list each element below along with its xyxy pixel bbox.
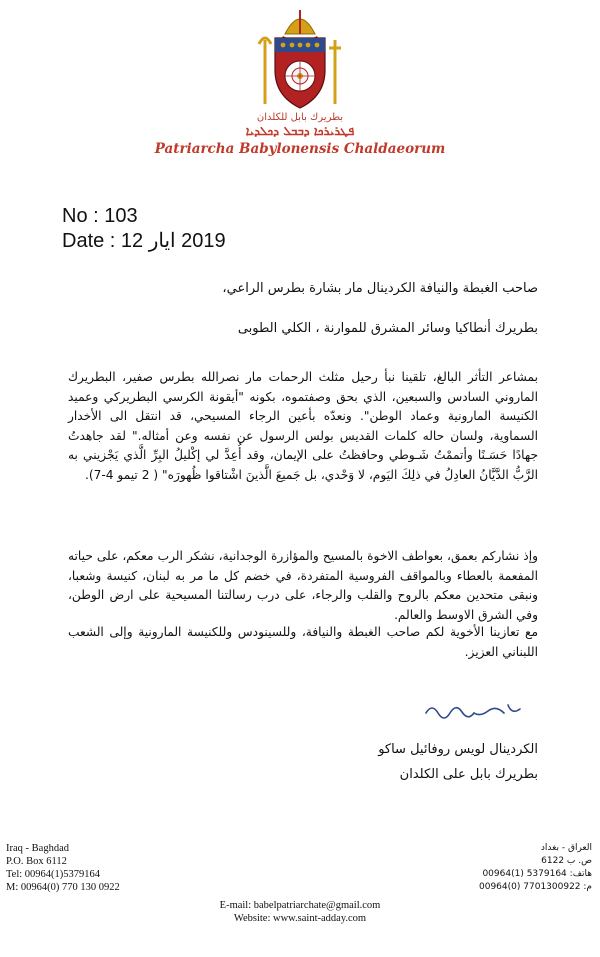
reference-date <box>62 228 226 253</box>
footer-right-line: هاتف: 5379164 (1)00964 <box>482 869 592 879</box>
footer-right-line: العراق - بغداد <box>540 843 592 853</box>
letterhead-syriac-name: ܦܛܪܝܪܟܐ ܕܒܒܠ ܕܟܠܕܝܐ <box>245 124 355 138</box>
date-prefix: Date : 12 <box>62 230 144 252</box>
signatory-title: بطريرك بابل على الكلدان <box>399 767 538 782</box>
footer-left-line: Iraq - Baghdad <box>6 843 69 854</box>
signatory-name: الكردينال لويس روفائيل ساكو <box>378 742 538 757</box>
body-paragraph-1: بمشاعر التأثر البالغ، تلقينا نبأ رحيل مثلث الرحمات مار نصرالله بطرس صفير، البطريرك الماروني السادس والسبعين، الذي بحق وصفتموه، بكونه "أيقونة الكرسي البطريركي وعميد الكنيسة المارونية وعماد الوطن". ونعدّه بأعين الرجاء المسيحي، قد انتقل الى الأخدار السماوية، ولسان حاله كلمات القديس بولس الرسول عن نفسه وعن أمثاله." لقد جاهدتُ جهادًا حَسَـنًا وأتممْتُ شَـوطي وحافظتُ على الإيمان، وقد أُعِدَّ لي إكْليلُ البِرِّ الَّذي يَجْزيني به الرَّبُّ الدَّيَّانُ العادِلُ في ذلِكَ اليَوم، لا وَحْدي، بل جَميعَ الَّذينَ اشْتاقوا ظُهورَه" ( 2 تيمو 4-7). <box>68 370 538 482</box>
footer-left-line: P.O. Box 6112 <box>6 856 67 867</box>
footer-contact-english <box>6 842 120 894</box>
footer-contact-arabic <box>479 842 592 894</box>
footer-left-line: M: 00964(0) 770 130 0922 <box>6 882 120 893</box>
letterhead-latin-name: Patriarcha Babylonensis Chaldaeorum <box>154 141 446 157</box>
footer-left-line: Tel: 00964(1)5379164 <box>6 869 101 880</box>
handwritten-signature-icon <box>420 695 530 729</box>
addressee-line-2: بطريرك أنطاكيا وسائر المشرق للموارنة ، الكلي الطوبى <box>237 321 538 336</box>
date-month: ايار <box>148 230 176 252</box>
footer-right-line: ص. ب 6122 <box>541 856 592 866</box>
letterhead-arabic-name: بطريرك بابل للكلدان <box>256 112 344 123</box>
addressee-line-1: صاحب الغبطة والنيافة الكردينال مار بشارة بطرس الراعي، <box>222 281 538 296</box>
footer-email[interactable]: E-mail: babelpatriarchate@gmail.com <box>219 900 381 911</box>
body-paragraph-2: وإذ نشاركم بعمق، بعواطف الاخوة بالمسيح والمؤازرة الوجدانية، نشكر الرب معكم، على حياته المفعمة بالعطاء وبالمواقف الفروسية المتفردة، في خضم كل ما مر به لبنان، كنيسة وشعبا، ونبقى متحدين معكم بالروح والقلب والرجاء، على درب رسالتنا المسيحية على ارض الوطن، وفي الشرق الاوسط والعالم. <box>68 549 538 622</box>
footer-website[interactable]: Website: www.saint-adday.com <box>233 913 367 924</box>
date-year: 2019 <box>181 230 226 252</box>
footer-right-line: م: 7701300922 (0)00964 <box>479 882 592 892</box>
patriarchal-coat-of-arms-icon <box>245 4 355 112</box>
body-paragraph-3: مع تعازينا الأخوية لكم صاحب الغبطة والنيافة، وللسينودس وللكنيسة المارونية وإلى الشعب اللبناني العزيز. <box>68 625 538 659</box>
footer-web-contact <box>0 899 600 925</box>
reference-number: No : 103 <box>62 205 138 227</box>
